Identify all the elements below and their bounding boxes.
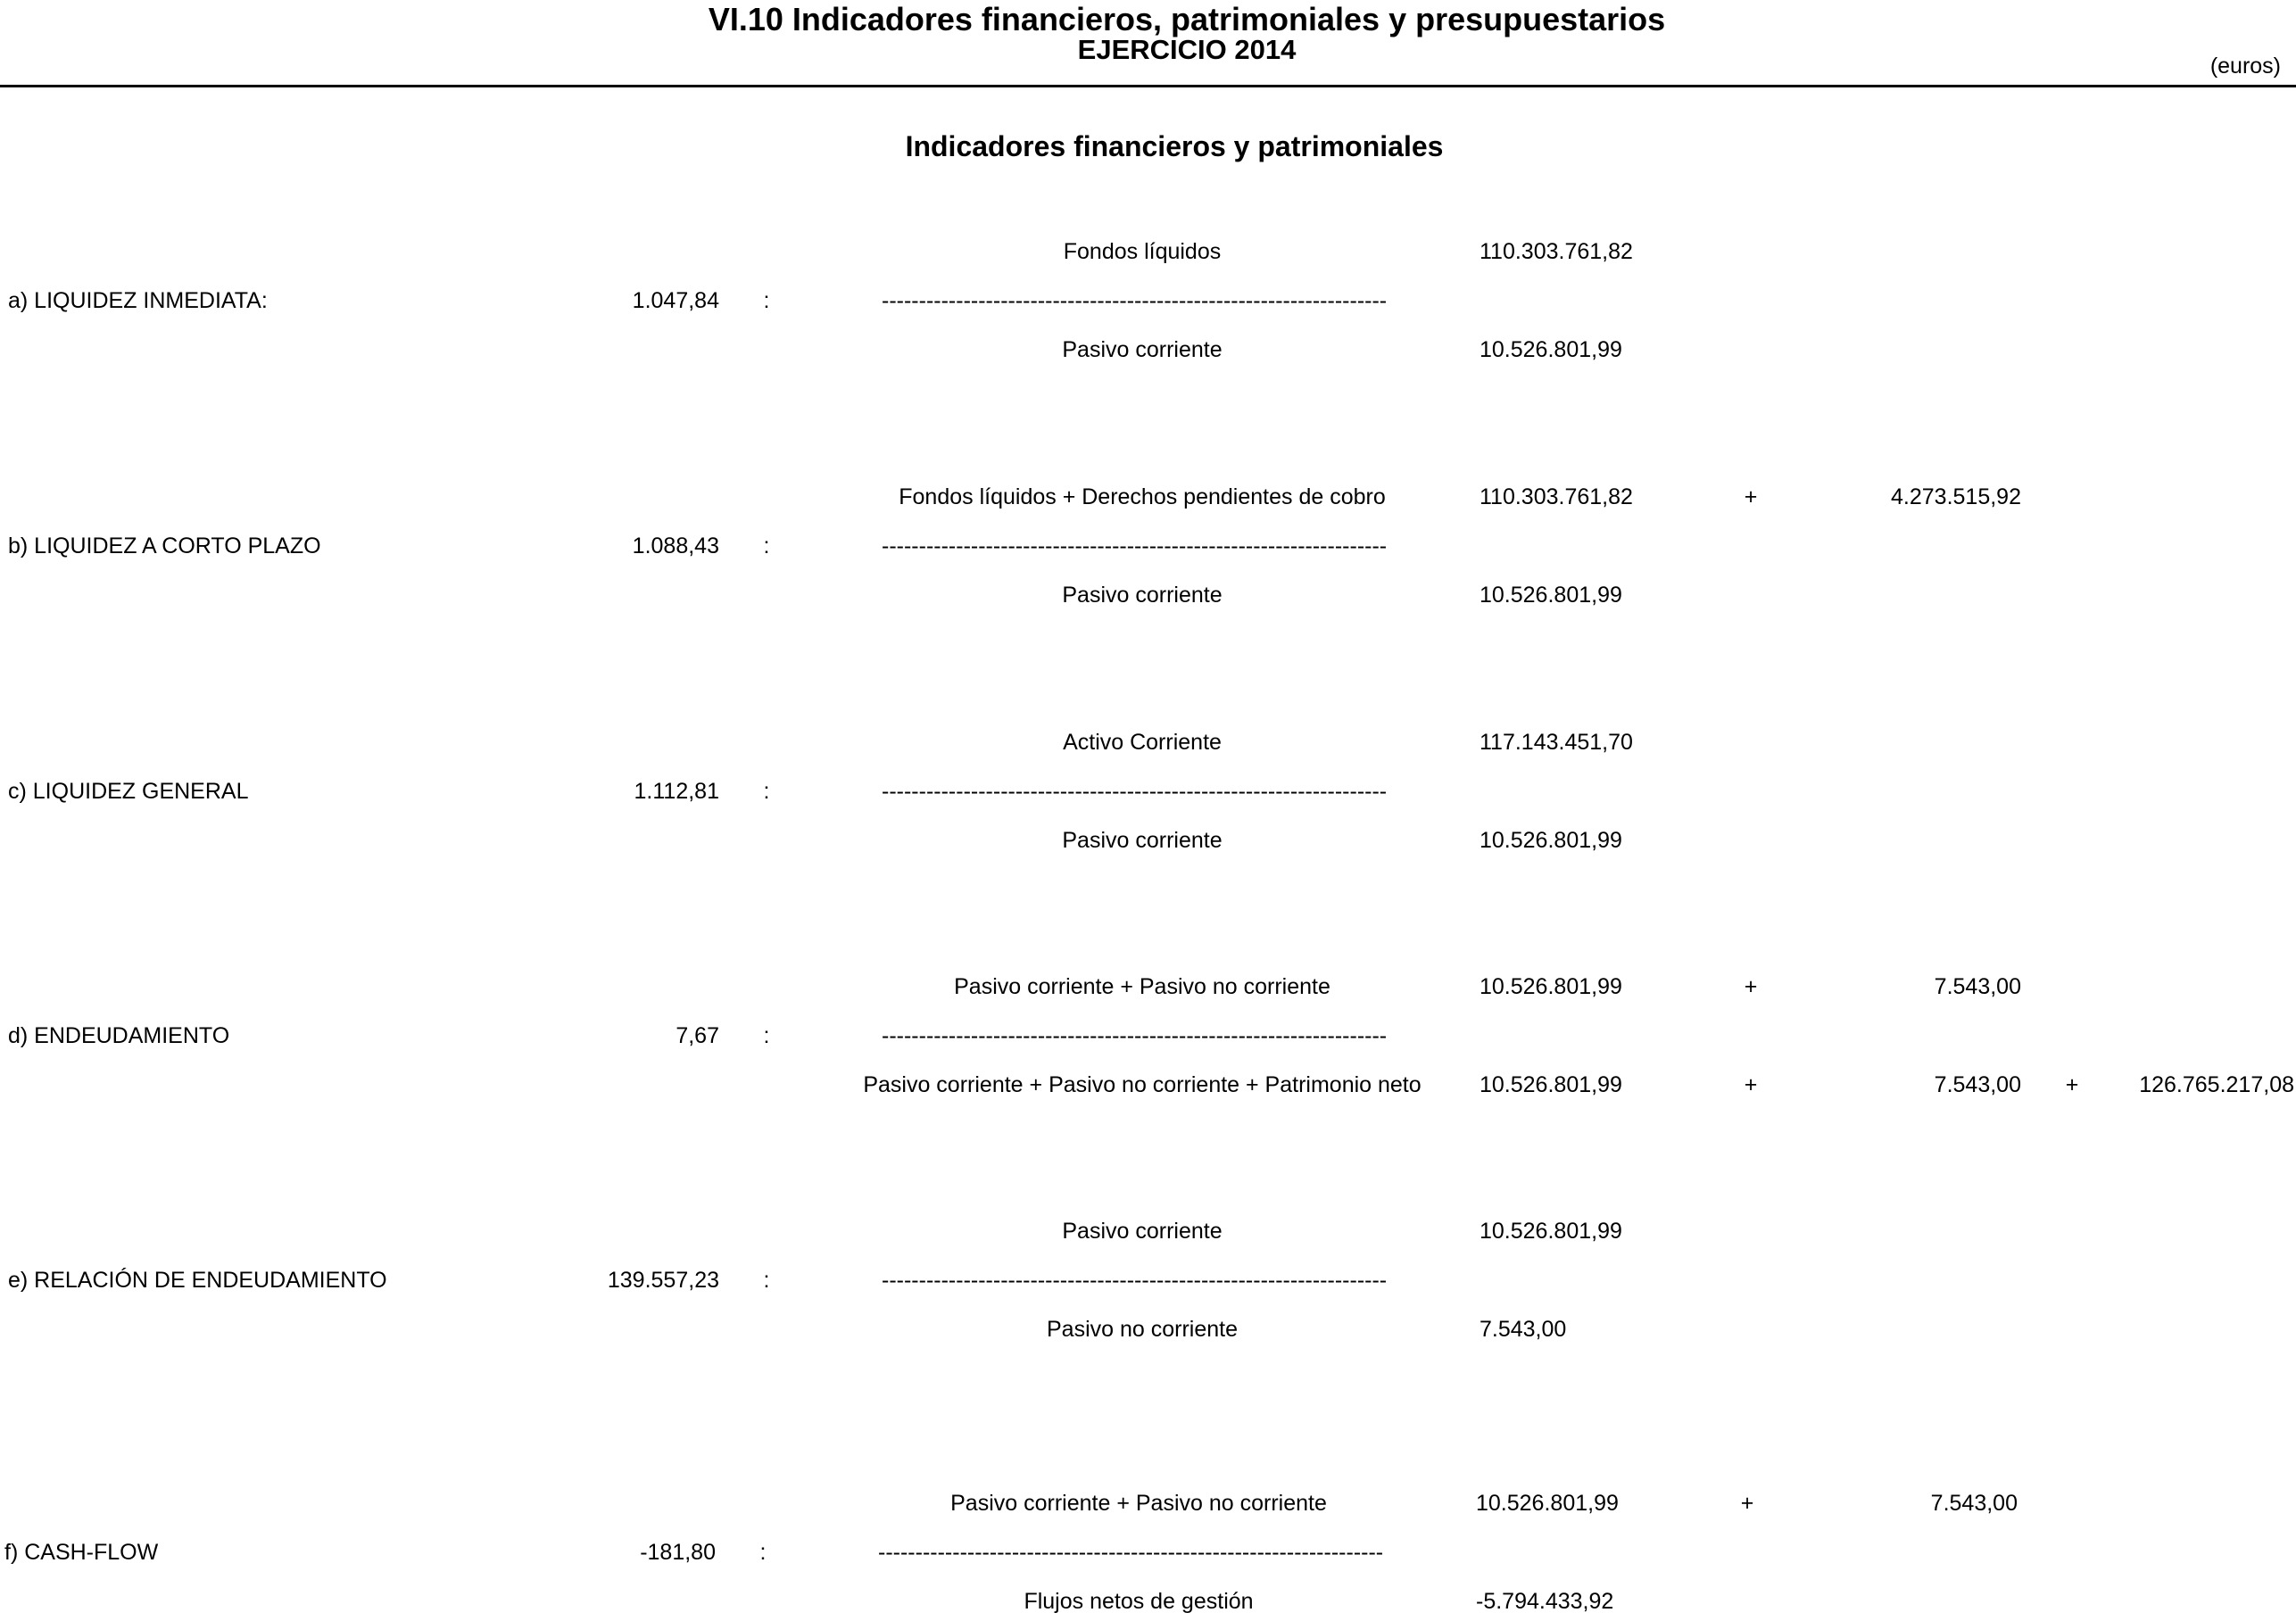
denominator-plus-sign: + [1744,1072,1758,1097]
denominator-amount: 7.543,00 [1480,1317,1567,1342]
numerator-amount: 110.303.761,82 [1480,484,1633,509]
indicator-value: 139.557,23 [607,1268,719,1293]
numerator-amount: 117.143.451,70 [1480,730,1633,755]
ratio-separator: : [759,1540,767,1565]
numerator-amount: 4.273.515,92 [1891,484,2021,509]
numerator-amount: 10.526.801,99 [1476,1491,1619,1516]
fraction-bar: -------------------------------------------------------------------- [882,779,1388,804]
indicator-name: c) LIQUIDEZ GENERAL [8,779,249,804]
numerator-label: Fondos líquidos + Derechos pendientes de cobro [899,484,1386,509]
indicator-name: f) CASH-FLOW [4,1540,159,1565]
ratio-separator: : [763,533,770,558]
fraction-bar: -------------------------------------------------------------------- [882,1268,1388,1293]
numerator-plus-sign: + [1740,1491,1754,1516]
denominator-label: Pasivo corriente [1062,583,1223,608]
numerator-label: Fondos líquidos [1063,239,1222,264]
numerator-label: Activo Corriente [1063,730,1222,755]
numerator-plus-sign: + [1744,974,1758,999]
denominator-amount: 10.526.801,99 [1480,828,1622,853]
header-divider [0,85,2296,87]
indicator-name: d) ENDEUDAMIENTO [8,1023,230,1048]
numerator-plus-sign: + [1744,484,1758,509]
numerator-amount: 7.543,00 [1934,974,2021,999]
denominator-plus-sign: + [2065,1072,2079,1097]
fraction-bar: -------------------------------------------------------------------- [882,288,1388,313]
indicator-value: 7,67 [676,1023,719,1048]
fraction-bar: -------------------------------------------------------------------- [882,1023,1388,1048]
denominator-amount: 10.526.801,99 [1480,337,1622,362]
denominator-amount: -5.794.433,92 [1476,1589,1614,1614]
indicator-value: 1.047,84 [632,288,719,313]
fraction-bar: -------------------------------------------------------------------- [882,533,1388,558]
document-title: VI.10 Indicadores financieros, patrimoniales y presupuestarios [708,1,1666,37]
ratio-separator: : [763,288,770,313]
document-subtitle: EJERCICIO 2014 [1077,34,1297,65]
denominator-amount: 10.526.801,99 [1480,583,1622,608]
denominator-amount: 10.526.801,99 [1480,1072,1622,1097]
indicator-name: e) RELACIÓN DE ENDEUDAMIENTO [8,1268,387,1293]
ratio-separator: : [763,779,770,804]
indicator-value: -181,80 [640,1540,716,1565]
numerator-amount: 7.543,00 [1930,1491,2018,1516]
section-title: Indicadores financieros y patrimoniales [905,130,1444,162]
denominator-label: Pasivo no corriente [1046,1317,1239,1342]
numerator-label: Pasivo corriente + Pasivo no corriente [950,1491,1327,1516]
indicator-name: a) LIQUIDEZ INMEDIATA: [8,288,268,313]
numerator-label: Pasivo corriente [1062,1219,1223,1244]
indicator-name: b) LIQUIDEZ A CORTO PLAZO [8,533,321,558]
denominator-amount: 126.765.217,08 [2139,1072,2294,1097]
indicator-value: 1.088,43 [632,533,719,558]
numerator-amount: 10.526.801,99 [1480,974,1622,999]
ratio-separator: : [763,1023,770,1048]
denominator-label: Pasivo corriente + Pasivo no corriente + Patrimonio neto [863,1072,1422,1097]
denominator-label: Flujos netos de gestión [1024,1589,1254,1614]
numerator-amount: 110.303.761,82 [1480,239,1633,264]
fraction-bar: -------------------------------------------------------------------- [878,1540,1384,1565]
numerator-amount: 10.526.801,99 [1480,1219,1622,1244]
units-note: (euros) [2209,54,2281,79]
denominator-amount: 7.543,00 [1934,1072,2021,1097]
denominator-label: Pasivo corriente [1062,337,1223,362]
denominator-label: Pasivo corriente [1062,828,1223,853]
indicator-value: 1.112,81 [634,779,719,804]
ratio-separator: : [763,1268,770,1293]
numerator-label: Pasivo corriente + Pasivo no corriente [954,974,1330,999]
